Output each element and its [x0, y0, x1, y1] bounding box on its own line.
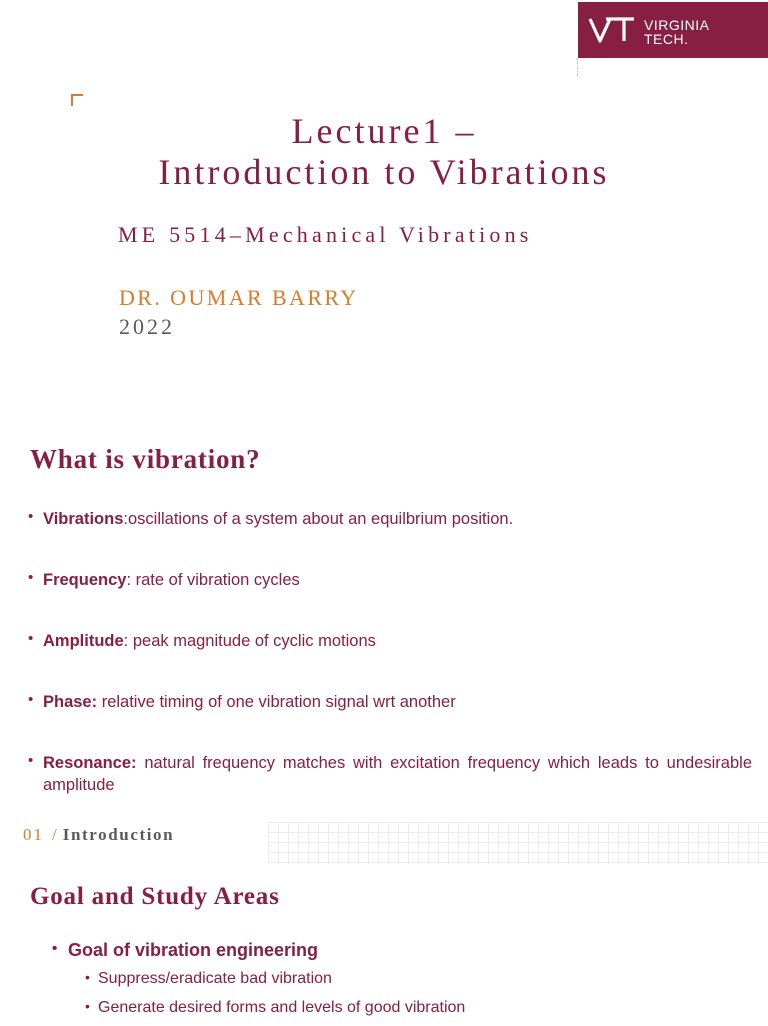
lecture-year: 2022 [119, 314, 175, 339]
corner-bracket [71, 94, 83, 106]
section-footer [23, 825, 174, 845]
definition-list [28, 508, 752, 835]
definition-text: relative timing of one vibration signal wrt another [97, 693, 456, 711]
definition-text: :oscillations of a system about an equilbrium position. [123, 510, 514, 528]
lecture-title-line-1: Lecture1 – [291, 111, 477, 151]
vt-monogram-icon [588, 16, 636, 44]
definition-text: : rate of vibration cycles [126, 571, 300, 589]
definition-item [28, 508, 752, 530]
definition-item [28, 569, 752, 591]
definition-term: Frequency [43, 571, 127, 589]
section-heading-vibration: What is vibration? [30, 444, 261, 474]
logo-wordmark [644, 18, 709, 46]
logo-line-1: VIRGINIA [644, 17, 710, 33]
definition-text: natural frequency matches with excitation frequency which leads to undesirable amplitude [43, 754, 752, 794]
goal-title: Goal of vibration engineering [68, 940, 319, 960]
definition-term: Vibrations [43, 510, 124, 528]
section-label: Introduction [62, 825, 175, 844]
virginia-tech-logo [578, 2, 768, 58]
definition-item [28, 691, 752, 713]
section-heading-goals: Goal and Study Areas [30, 883, 280, 910]
lecture-title-line-2: Introduction to Vibrations [158, 152, 610, 192]
goal-item [52, 938, 752, 1019]
grid-decoration [268, 822, 768, 864]
definition-term: Amplitude [43, 632, 124, 650]
footer-slash: / [52, 825, 59, 844]
goal-subitem: • Generate desired forms and levels of good vibration [68, 997, 752, 1019]
course-name: ME 5514–Mechanical Vibrations [118, 222, 533, 247]
logo-divider [577, 58, 579, 76]
goal-subitem: • Suppress/eradicate bad vibration [68, 968, 752, 990]
section-number: 01 [23, 825, 44, 844]
definition-text: : peak magnitude of cyclic motions [123, 632, 376, 650]
goal-list [52, 938, 752, 1026]
author-name: DR. OUMAR BARRY [119, 285, 359, 310]
definition-item [28, 630, 752, 652]
definition-term: Resonance: [43, 754, 137, 772]
definition-term: Phase: [43, 693, 98, 711]
definition-item [28, 752, 752, 796]
goal-sublist [68, 968, 752, 1019]
logo-line-2: TECH. [644, 31, 689, 47]
